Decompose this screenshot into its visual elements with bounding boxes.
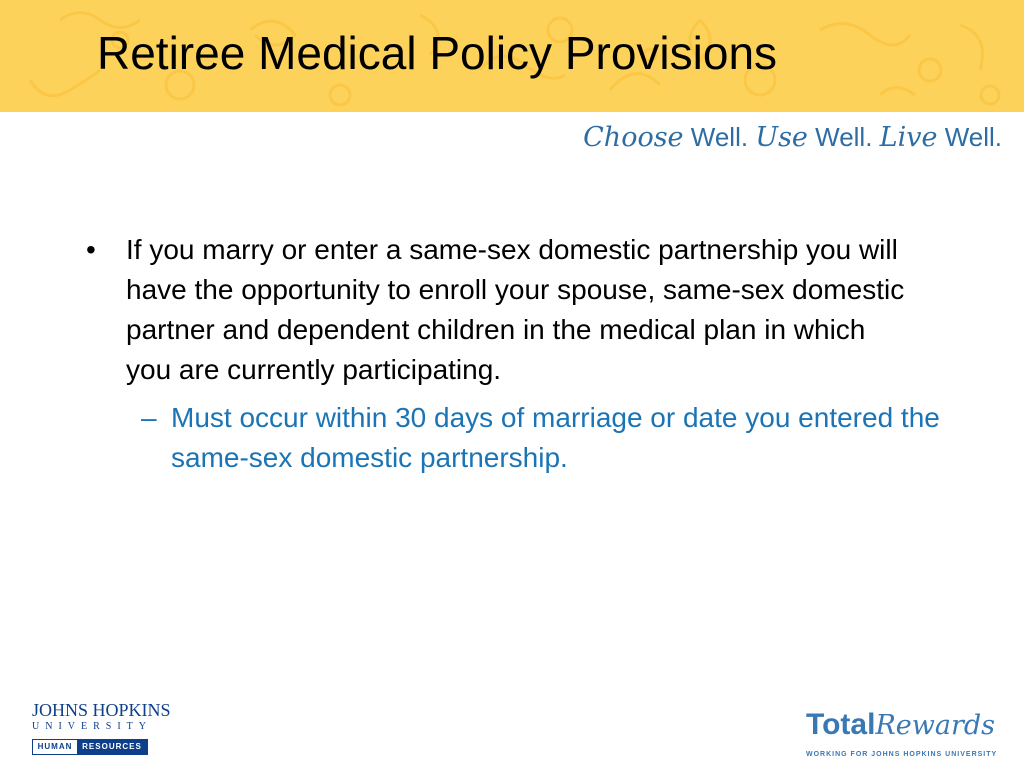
hr-badge <box>32 739 148 755</box>
tagline <box>583 122 1002 153</box>
bullet-text: If you marry or enter a same-sex domestic partnership you will have the opportunity to enroll your spouse, same-sex domestic partner and dependent children in the medical plan in which you are currently participating. <box>126 234 905 385</box>
tagline-well-2: Well. <box>807 122 880 152</box>
tagline-live: Live <box>879 122 938 153</box>
slide-body <box>86 230 946 478</box>
total-rewards-rewards: Rewards <box>875 710 995 741</box>
tagline-use: Use <box>755 122 808 153</box>
tagline-well-1: Well. <box>683 122 756 152</box>
sub-bullet-item <box>141 398 946 478</box>
sub-bullet-text: Must occur within 30 days of marriage or date you entered the same-sex domestic partnership. <box>171 402 940 473</box>
total-rewards-total: Total <box>806 708 876 741</box>
hr-badge-human: HUMAN <box>33 740 77 754</box>
sub-bullet-mark: – <box>141 402 157 433</box>
jhu-hr-logo <box>32 700 171 758</box>
tagline-well-3: Well. <box>937 122 1002 152</box>
bullet-mark: • <box>86 234 96 265</box>
jhu-logo-name: JOHNS HOPKINS <box>32 700 171 720</box>
bullet-item <box>86 230 946 390</box>
header-band <box>0 0 1024 112</box>
jhu-logo-university: UNIVERSITY <box>32 721 152 732</box>
total-rewards-wordmark <box>806 708 1002 747</box>
tagline-choose: Choose <box>583 122 684 153</box>
total-rewards-subtitle: WORKING FOR JOHNS HOPKINS UNIVERSITY <box>806 751 998 758</box>
slide-title: Retiree Medical Policy Provisions <box>97 27 778 79</box>
hr-badge-resources: RESOURCES <box>77 740 147 754</box>
total-rewards-logo <box>806 708 1002 758</box>
